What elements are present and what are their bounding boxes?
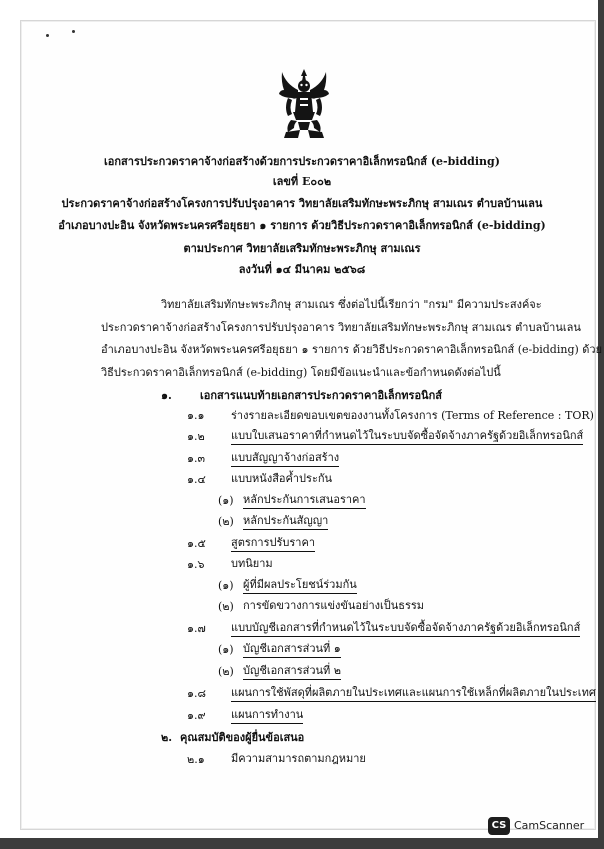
item-contract-form: แบบสัญญาจ้างก่อสร้าง [231, 451, 339, 467]
section-2-number: ๒. [161, 731, 173, 744]
item-number: ๑.๗ [187, 622, 206, 635]
item-tor: ร่างรายละเอียดขอบเขตของงานทั้งโครงการ (Terms of Reference : TOR) [231, 409, 594, 422]
item-number: ๑.๔ [187, 473, 206, 486]
scan-frame-bottom [0, 838, 604, 849]
item-bid-form: แบบใบเสนอราคาที่กำหนดไว้ในระบบจัดซื้อจัดจ้างภาครัฐด้วยอิเล็กทรอนิกส์ [231, 429, 583, 445]
subject-line-1: ประกวดราคาจ้างก่อสร้างโครงการปรับปรุงอาคาร วิทยาลัยเสริมทักษะพระภิกษุ สามเณร ตำบลบ้านเลน [61, 197, 543, 210]
item-number: ๑.๘ [187, 687, 206, 700]
document-title: เอกสารประกวดราคาจ้างก่อสร้างด้วยการประกวดราคาอิเล็กทรอนิกส์ (e-bidding) [104, 155, 500, 168]
item-number: ๒.๑ [187, 753, 205, 766]
sub-item-doc-part-1: บัญชีเอกสารส่วนที่ ๑ [243, 642, 341, 658]
sub-item-number: (๑) [218, 494, 234, 507]
item-number: ๑.๓ [187, 452, 205, 465]
camscanner-logo-icon: CS [488, 817, 510, 835]
subject-line-2: อำเภอบางปะอิน จังหวัดพระนครศรีอยุธยา ๑ รายการ ด้วยวิธีประกวดราคาอิเล็กทรอนิกส์ (e-bidding) [58, 219, 546, 232]
item-work-plan: แผนการทำงาน [231, 708, 303, 724]
item-domestic-materials-plan: แผนการใช้พัสดุที่ผลิตภายในประเทศและแผนการใช้เหล็กที่ผลิตภายในประเทศ [231, 686, 596, 702]
sub-item-doc-part-2: บัญชีเอกสารส่วนที่ ๒ [243, 664, 341, 680]
item-number: ๑.๒ [187, 430, 205, 443]
sub-item-number: (๒) [218, 600, 234, 613]
item-document-list: แบบบัญชีเอกสารที่กำหนดไว้ในระบบจัดซื้อจัดจ้างภาครัฐด้วยอิเล็กทรอนิกส์ [231, 621, 580, 637]
item-number: ๑.๕ [187, 537, 206, 550]
scan-frame-right [598, 0, 604, 849]
sub-item-number: (๒) [218, 665, 234, 678]
intro-line-2: ประกวดราคาจ้างก่อสร้างโครงการปรับปรุงอาคาร วิทยาลัยเสริมทักษะพระภิกษุ สามเณร ตำบลบ้านเลน [101, 321, 581, 334]
document-page [20, 20, 596, 830]
announcement-line: ตามประกาศ วิทยาลัยเสริมทักษะพระภิกษุ สามเณร [183, 242, 421, 255]
camscanner-watermark [488, 817, 592, 835]
scan-speck [72, 30, 75, 33]
item-price-adjustment: สูตรการปรับราคา [231, 536, 315, 552]
intro-line-3: อำเภอบางปะอิน จังหวัดพระนครศรีอยุธยา ๑ รายการ ด้วยวิธีประกวดราคาอิเล็กทรอนิกส์ (e-bidding) ด้วย [101, 343, 603, 356]
garuda-emblem [278, 68, 330, 140]
sub-item-number: (๒) [218, 515, 234, 528]
item-number: ๑.๖ [187, 558, 205, 571]
sub-item-fair-competition: การขัดขวางการแข่งขันอย่างเป็นธรรม [243, 599, 425, 612]
item-number: ๑.๙ [187, 709, 206, 722]
intro-line-4: วิธีประกวดราคาอิเล็กทรอนิกส์ (e-bidding) โดยมีข้อแนะนำและข้อกำหนดดังต่อไปนี้ [101, 366, 501, 379]
section-1-title: เอกสารแนบท้ายเอกสารประกวดราคาอิเล็กทรอนิกส์ [200, 389, 442, 402]
sub-item-number: (๑) [218, 579, 234, 592]
item-legal-capacity: มีความสามารถตามกฎหมาย [231, 752, 366, 765]
intro-line-1: วิทยาลัยเสริมทักษะพระภิกษุ สามเณร ซึ่งต่อไปนี้เรียกว่า "กรม" มีความประสงค์จะ [161, 298, 542, 311]
sub-item-contract-security: หลักประกันสัญญา [243, 514, 328, 530]
section-2-title: คุณสมบัติของผู้ยื่นข้อเสนอ [180, 731, 305, 744]
item-definitions: บทนิยาม [231, 557, 273, 570]
sub-item-number: (๑) [218, 643, 234, 656]
camscanner-name: CamScanner [514, 819, 585, 832]
section-1-number: ๑. [161, 389, 172, 402]
sub-item-bid-security: หลักประกันการเสนอราคา [243, 493, 366, 509]
item-number: ๑.๑ [187, 409, 205, 422]
scan-speck [46, 34, 49, 37]
item-guarantee-form: แบบหนังสือค้ำประกัน [231, 472, 333, 485]
document-date: ลงวันที่ ๑๔ มีนาคม ๒๕๖๘ [238, 263, 366, 276]
sub-item-joint-interest: ผู้ที่มีผลประโยชน์ร่วมกัน [243, 578, 357, 594]
document-number: เลขที่ E๐๐๒ [272, 175, 332, 188]
